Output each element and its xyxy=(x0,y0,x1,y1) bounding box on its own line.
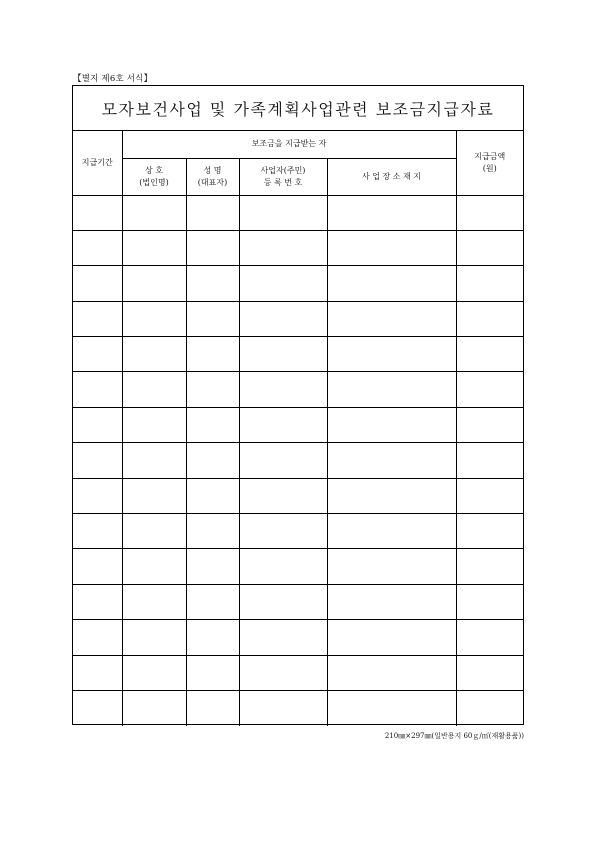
cell-payment-period[interactable] xyxy=(73,372,122,407)
cell-representative-name[interactable] xyxy=(186,584,239,619)
cell-payment-period[interactable] xyxy=(73,478,122,513)
cell-business-address[interactable] xyxy=(327,655,456,690)
cell-registration-number[interactable] xyxy=(239,478,327,513)
cell-company-name[interactable] xyxy=(122,266,186,301)
cell-business-address[interactable] xyxy=(327,478,456,513)
subsidy-table xyxy=(73,131,523,726)
cell-registration-number[interactable] xyxy=(239,301,327,336)
cell-payment-amount[interactable] xyxy=(456,372,523,407)
cell-representative-name[interactable] xyxy=(186,301,239,336)
header-amount-line2: (원) xyxy=(482,163,497,173)
header-row-1 xyxy=(73,131,523,158)
cell-payment-amount[interactable] xyxy=(456,584,523,619)
cell-business-address[interactable] xyxy=(327,337,456,372)
cell-representative-name[interactable] xyxy=(186,549,239,584)
cell-registration-number[interactable] xyxy=(239,266,327,301)
table-row xyxy=(73,584,523,619)
cell-company-name[interactable] xyxy=(122,690,186,725)
header-address-label: 사 업 장 소 재 지 xyxy=(361,171,422,181)
header-representative-name xyxy=(186,158,239,195)
cell-payment-amount[interactable] xyxy=(456,690,523,725)
cell-business-address[interactable] xyxy=(327,690,456,725)
cell-payment-period[interactable] xyxy=(73,301,122,336)
cell-business-address[interactable] xyxy=(327,266,456,301)
cell-registration-number[interactable] xyxy=(239,690,327,725)
table-body xyxy=(73,195,523,726)
header-registration-number xyxy=(239,158,327,195)
cell-company-name[interactable] xyxy=(122,549,186,584)
table-row xyxy=(73,195,523,230)
cell-company-name[interactable] xyxy=(122,195,186,230)
cell-representative-name[interactable] xyxy=(186,620,239,655)
header-company-line2: (법인명) xyxy=(139,177,169,187)
table-row xyxy=(73,266,523,301)
cell-registration-number[interactable] xyxy=(239,443,327,478)
header-payment-period xyxy=(73,131,122,195)
cell-payment-amount[interactable] xyxy=(456,230,523,265)
cell-registration-number[interactable] xyxy=(239,337,327,372)
table-row xyxy=(73,655,523,690)
header-regno-line1: 사업자(주민) xyxy=(260,165,306,175)
header-name-line1: 성 명 xyxy=(203,165,222,175)
table-row xyxy=(73,407,523,442)
cell-registration-number[interactable] xyxy=(239,195,327,230)
cell-company-name[interactable] xyxy=(122,655,186,690)
table-row xyxy=(73,443,523,478)
cell-representative-name[interactable] xyxy=(186,514,239,549)
table-row xyxy=(73,478,523,513)
cell-business-address[interactable] xyxy=(327,549,456,584)
cell-payment-period[interactable] xyxy=(73,337,122,372)
header-payment-period-label: 지급기간 xyxy=(81,157,113,167)
cell-business-address[interactable] xyxy=(327,443,456,478)
paper-spec-note: 210㎜×297㎜(일반용지 60ｇ/㎡(재활용품)) xyxy=(384,732,524,740)
cell-registration-number[interactable] xyxy=(239,549,327,584)
table-row xyxy=(73,372,523,407)
table-row xyxy=(73,337,523,372)
cell-payment-period[interactable] xyxy=(73,549,122,584)
cell-representative-name[interactable] xyxy=(186,443,239,478)
cell-payment-period[interactable] xyxy=(73,584,122,619)
header-recipient-group-label: 보조금을 지급받는 자 xyxy=(251,139,327,149)
cell-payment-period[interactable] xyxy=(73,266,122,301)
table-row xyxy=(73,690,523,725)
header-row-2 xyxy=(73,158,523,195)
cell-registration-number[interactable] xyxy=(239,655,327,690)
header-amount-line1: 지급금액 xyxy=(474,151,506,161)
table-row xyxy=(73,230,523,265)
header-company-name xyxy=(122,158,186,195)
cell-payment-amount[interactable] xyxy=(456,266,523,301)
cell-representative-name[interactable] xyxy=(186,690,239,725)
cell-payment-period[interactable] xyxy=(73,514,122,549)
header-name-line2: (대표자) xyxy=(197,177,228,187)
cell-payment-period[interactable] xyxy=(73,195,122,230)
cell-representative-name[interactable] xyxy=(186,372,239,407)
cell-payment-amount[interactable] xyxy=(456,195,523,230)
cell-company-name[interactable] xyxy=(122,514,186,549)
cell-company-name[interactable] xyxy=(122,301,186,336)
cell-representative-name[interactable] xyxy=(186,478,239,513)
cell-registration-number[interactable] xyxy=(239,372,327,407)
header-business-address xyxy=(327,158,456,195)
cell-company-name[interactable] xyxy=(122,443,186,478)
form-frame xyxy=(72,85,524,725)
cell-business-address[interactable] xyxy=(327,584,456,619)
table-row xyxy=(73,301,523,336)
cell-payment-amount[interactable] xyxy=(456,620,523,655)
cell-registration-number[interactable] xyxy=(239,584,327,619)
cell-payment-amount[interactable] xyxy=(456,301,523,336)
cell-payment-period[interactable] xyxy=(73,407,122,442)
cell-representative-name[interactable] xyxy=(186,407,239,442)
cell-payment-period[interactable] xyxy=(73,690,122,725)
header-recipient-group xyxy=(122,131,456,158)
cell-payment-amount[interactable] xyxy=(456,655,523,690)
cell-representative-name[interactable] xyxy=(186,337,239,372)
cell-registration-number[interactable] xyxy=(239,230,327,265)
cell-payment-amount[interactable] xyxy=(456,407,523,442)
header-regno-line2: 등 록 번 호 xyxy=(263,177,303,187)
cell-payment-amount[interactable] xyxy=(456,337,523,372)
cell-registration-number[interactable] xyxy=(239,514,327,549)
form-title: 모자보건사업 및 가족계획사업관련 보조금지급자료 xyxy=(73,86,523,131)
cell-business-address[interactable] xyxy=(327,407,456,442)
cell-company-name[interactable] xyxy=(122,407,186,442)
cell-payment-period[interactable] xyxy=(73,655,122,690)
cell-company-name[interactable] xyxy=(122,620,186,655)
cell-company-name[interactable] xyxy=(122,337,186,372)
cell-representative-name[interactable] xyxy=(186,195,239,230)
cell-payment-amount[interactable] xyxy=(456,549,523,584)
cell-representative-name[interactable] xyxy=(186,230,239,265)
cell-payment-amount[interactable] xyxy=(456,478,523,513)
header-payment-amount xyxy=(456,131,523,195)
cell-company-name[interactable] xyxy=(122,230,186,265)
cell-representative-name[interactable] xyxy=(186,266,239,301)
cell-business-address[interactable] xyxy=(327,372,456,407)
cell-business-address[interactable] xyxy=(327,620,456,655)
cell-payment-period[interactable] xyxy=(73,230,122,265)
cell-company-name[interactable] xyxy=(122,372,186,407)
cell-payment-amount[interactable] xyxy=(456,514,523,549)
form-number-label: 【별지 제6호 서식】 xyxy=(73,74,153,84)
cell-business-address[interactable] xyxy=(327,301,456,336)
cell-payment-amount[interactable] xyxy=(456,443,523,478)
table-row xyxy=(73,514,523,549)
cell-business-address[interactable] xyxy=(327,230,456,265)
table-row xyxy=(73,549,523,584)
cell-business-address[interactable] xyxy=(327,514,456,549)
cell-business-address[interactable] xyxy=(327,195,456,230)
header-company-line1: 상 호 xyxy=(145,165,163,175)
table-row xyxy=(73,620,523,655)
cell-company-name[interactable] xyxy=(122,584,186,619)
cell-registration-number[interactable] xyxy=(239,620,327,655)
cell-company-name[interactable] xyxy=(122,478,186,513)
cell-representative-name[interactable] xyxy=(186,655,239,690)
cell-payment-period[interactable] xyxy=(73,443,122,478)
cell-payment-period[interactable] xyxy=(73,620,122,655)
cell-registration-number[interactable] xyxy=(239,407,327,442)
